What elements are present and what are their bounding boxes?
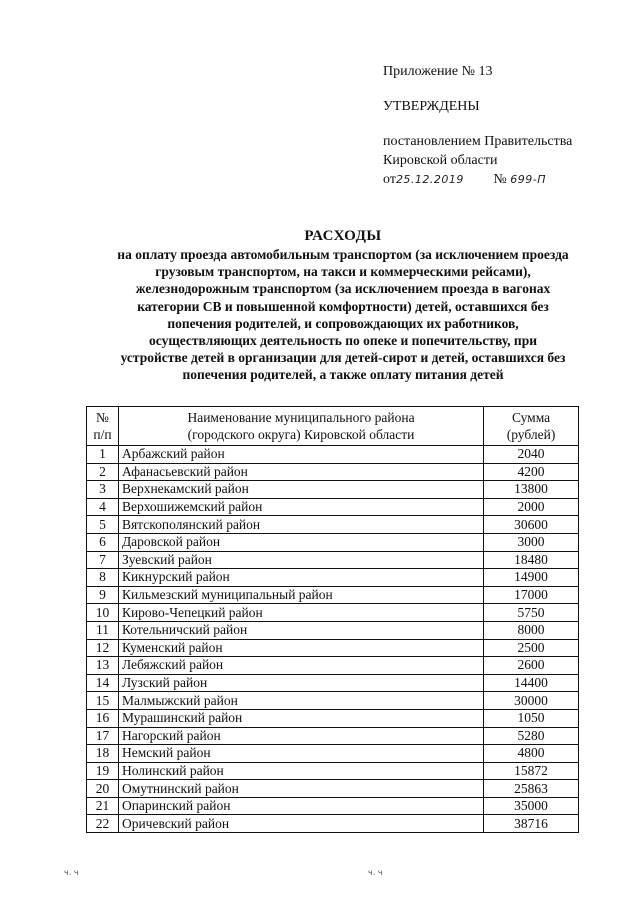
row-number: 12 [87, 639, 119, 657]
row-sum: 2000 [484, 498, 579, 516]
row-number: 1 [87, 446, 119, 464]
row-number: 22 [87, 815, 119, 833]
row-district: Кирово-Чепецкий район [118, 604, 483, 622]
header-number-line2: п/п [93, 427, 112, 442]
row-number: 16 [87, 709, 119, 727]
header-sum [484, 407, 579, 446]
table-row [87, 551, 579, 569]
title-line: осуществляющих деятельность по опеке и попечительству, при [149, 333, 537, 349]
table-row [87, 516, 579, 534]
row-district: Арбажский район [118, 446, 483, 464]
row-number: 15 [87, 692, 119, 710]
row-district: Омутнинский район [118, 780, 483, 798]
row-district: Даровской район [118, 533, 483, 551]
header-sum-line1: Сумма [511, 410, 551, 425]
row-district: Вятскополянский район [118, 516, 483, 534]
approved-label: УТВЕРЖДЕНЫ [383, 99, 480, 114]
row-district: Нагорский район [118, 727, 483, 745]
row-number: 21 [87, 797, 119, 815]
table-row [87, 727, 579, 745]
decree-line-1: постановлением Правительства [383, 134, 573, 149]
row-sum: 15872 [484, 762, 579, 780]
row-number: 3 [87, 481, 119, 499]
title-main: РАСХОДЫ [304, 228, 382, 244]
table-row [87, 780, 579, 798]
decree-date: 25.12.2019 [395, 173, 464, 186]
title-line: железнодорожным транспортом (за исключением проезда в вагонах [135, 281, 551, 297]
title-line: попечения родителей, и сопровождающих их работников, [167, 315, 519, 331]
row-number: 8 [87, 569, 119, 587]
table-row [87, 709, 579, 727]
row-sum: 25863 [484, 780, 579, 798]
header-number [87, 407, 119, 446]
row-district: Нолинский район [118, 762, 483, 780]
row-number: 10 [87, 604, 119, 622]
table-row [87, 745, 579, 763]
row-district: Куменский район [118, 639, 483, 657]
table-header-row [87, 407, 579, 446]
number-prefix: № [493, 172, 507, 187]
row-sum: 2500 [484, 639, 579, 657]
header-sum-line2: (рублей) [506, 427, 556, 442]
row-sum: 14900 [484, 569, 579, 587]
title-line: грузовым транспортом, на такси и коммерческими рейсами), [155, 264, 531, 280]
footer-mark-center: ч. ч [368, 868, 383, 877]
table-row [87, 621, 579, 639]
decree-number: 699-П [510, 173, 547, 186]
row-district: Котельничский район [118, 621, 483, 639]
table-row [87, 815, 579, 833]
row-district: Афанасьевский район [118, 463, 483, 481]
row-number: 5 [87, 516, 119, 534]
row-number: 4 [87, 498, 119, 516]
table-row [87, 797, 579, 815]
table-row [87, 604, 579, 622]
title-line: попечения родителей, а также оплату питания детей [182, 367, 504, 383]
row-district: Кильмезский муниципальный район [118, 586, 483, 604]
expenses-table [86, 406, 579, 833]
table-row [87, 569, 579, 587]
row-sum: 35000 [484, 797, 579, 815]
row-sum: 13800 [484, 481, 579, 499]
table-row [87, 481, 579, 499]
row-number: 7 [87, 551, 119, 569]
table-row [87, 762, 579, 780]
row-sum: 4800 [484, 745, 579, 763]
row-district: Оричевский район [118, 815, 483, 833]
row-district: Верхнекамский район [118, 481, 483, 499]
row-district: Верхошижемский район [118, 498, 483, 516]
table-row [87, 446, 579, 464]
header-district-line2: (городского округа) Кировской области [187, 427, 415, 442]
date-prefix: от [383, 172, 396, 187]
approval-block [383, 62, 623, 189]
row-sum: 2600 [484, 657, 579, 675]
row-number: 20 [87, 780, 119, 798]
footer-mark-left: ч. ч [64, 868, 79, 877]
table-body [87, 446, 579, 833]
title-line: устройстве детей в организации для детей-сирот и детей, оставшихся без [120, 350, 566, 366]
title-line: категории СВ и повышенной комфортности) детей, оставшихся без [137, 298, 549, 314]
row-number: 18 [87, 745, 119, 763]
table-row [87, 498, 579, 516]
row-number: 2 [87, 463, 119, 481]
row-sum: 14400 [484, 674, 579, 692]
header-district [118, 407, 483, 446]
row-number: 11 [87, 621, 119, 639]
row-number: 6 [87, 533, 119, 551]
row-sum: 30000 [484, 692, 579, 710]
row-sum: 38716 [484, 815, 579, 833]
row-district: Мурашинский район [118, 709, 483, 727]
decree-line-2: Кировской области [383, 153, 498, 168]
row-sum: 1050 [484, 709, 579, 727]
row-sum: 8000 [484, 621, 579, 639]
row-sum: 30600 [484, 516, 579, 534]
title-line: на оплату проезда автомобильным транспортом (за исключением проезда [117, 247, 569, 262]
decree-date-line [383, 170, 623, 189]
table-row [87, 463, 579, 481]
row-district: Зуевский район [118, 551, 483, 569]
table-row [87, 586, 579, 604]
document-title [60, 226, 626, 384]
row-district: Малмыжский район [118, 692, 483, 710]
row-sum: 3000 [484, 533, 579, 551]
table-row [87, 639, 579, 657]
row-sum: 2040 [484, 446, 579, 464]
row-number: 9 [87, 586, 119, 604]
table-row [87, 533, 579, 551]
table-row [87, 674, 579, 692]
row-sum: 17000 [484, 586, 579, 604]
row-sum: 18480 [484, 551, 579, 569]
table-row [87, 692, 579, 710]
table-row [87, 657, 579, 675]
row-district: Лебяжский район [118, 657, 483, 675]
row-district: Кикнурский район [118, 569, 483, 587]
row-number: 13 [87, 657, 119, 675]
row-number: 14 [87, 674, 119, 692]
row-district: Лузский район [118, 674, 483, 692]
row-district: Немский район [118, 745, 483, 763]
row-sum: 5280 [484, 727, 579, 745]
header-district-line1: Наименование муниципального района [187, 410, 415, 425]
row-number: 19 [87, 762, 119, 780]
row-sum: 5750 [484, 604, 579, 622]
header-number-line1: № [96, 410, 109, 425]
row-district: Опаринский район [118, 797, 483, 815]
row-sum: 4200 [484, 463, 579, 481]
appendix-label: Приложение № 13 [383, 64, 493, 79]
row-number: 17 [87, 727, 119, 745]
